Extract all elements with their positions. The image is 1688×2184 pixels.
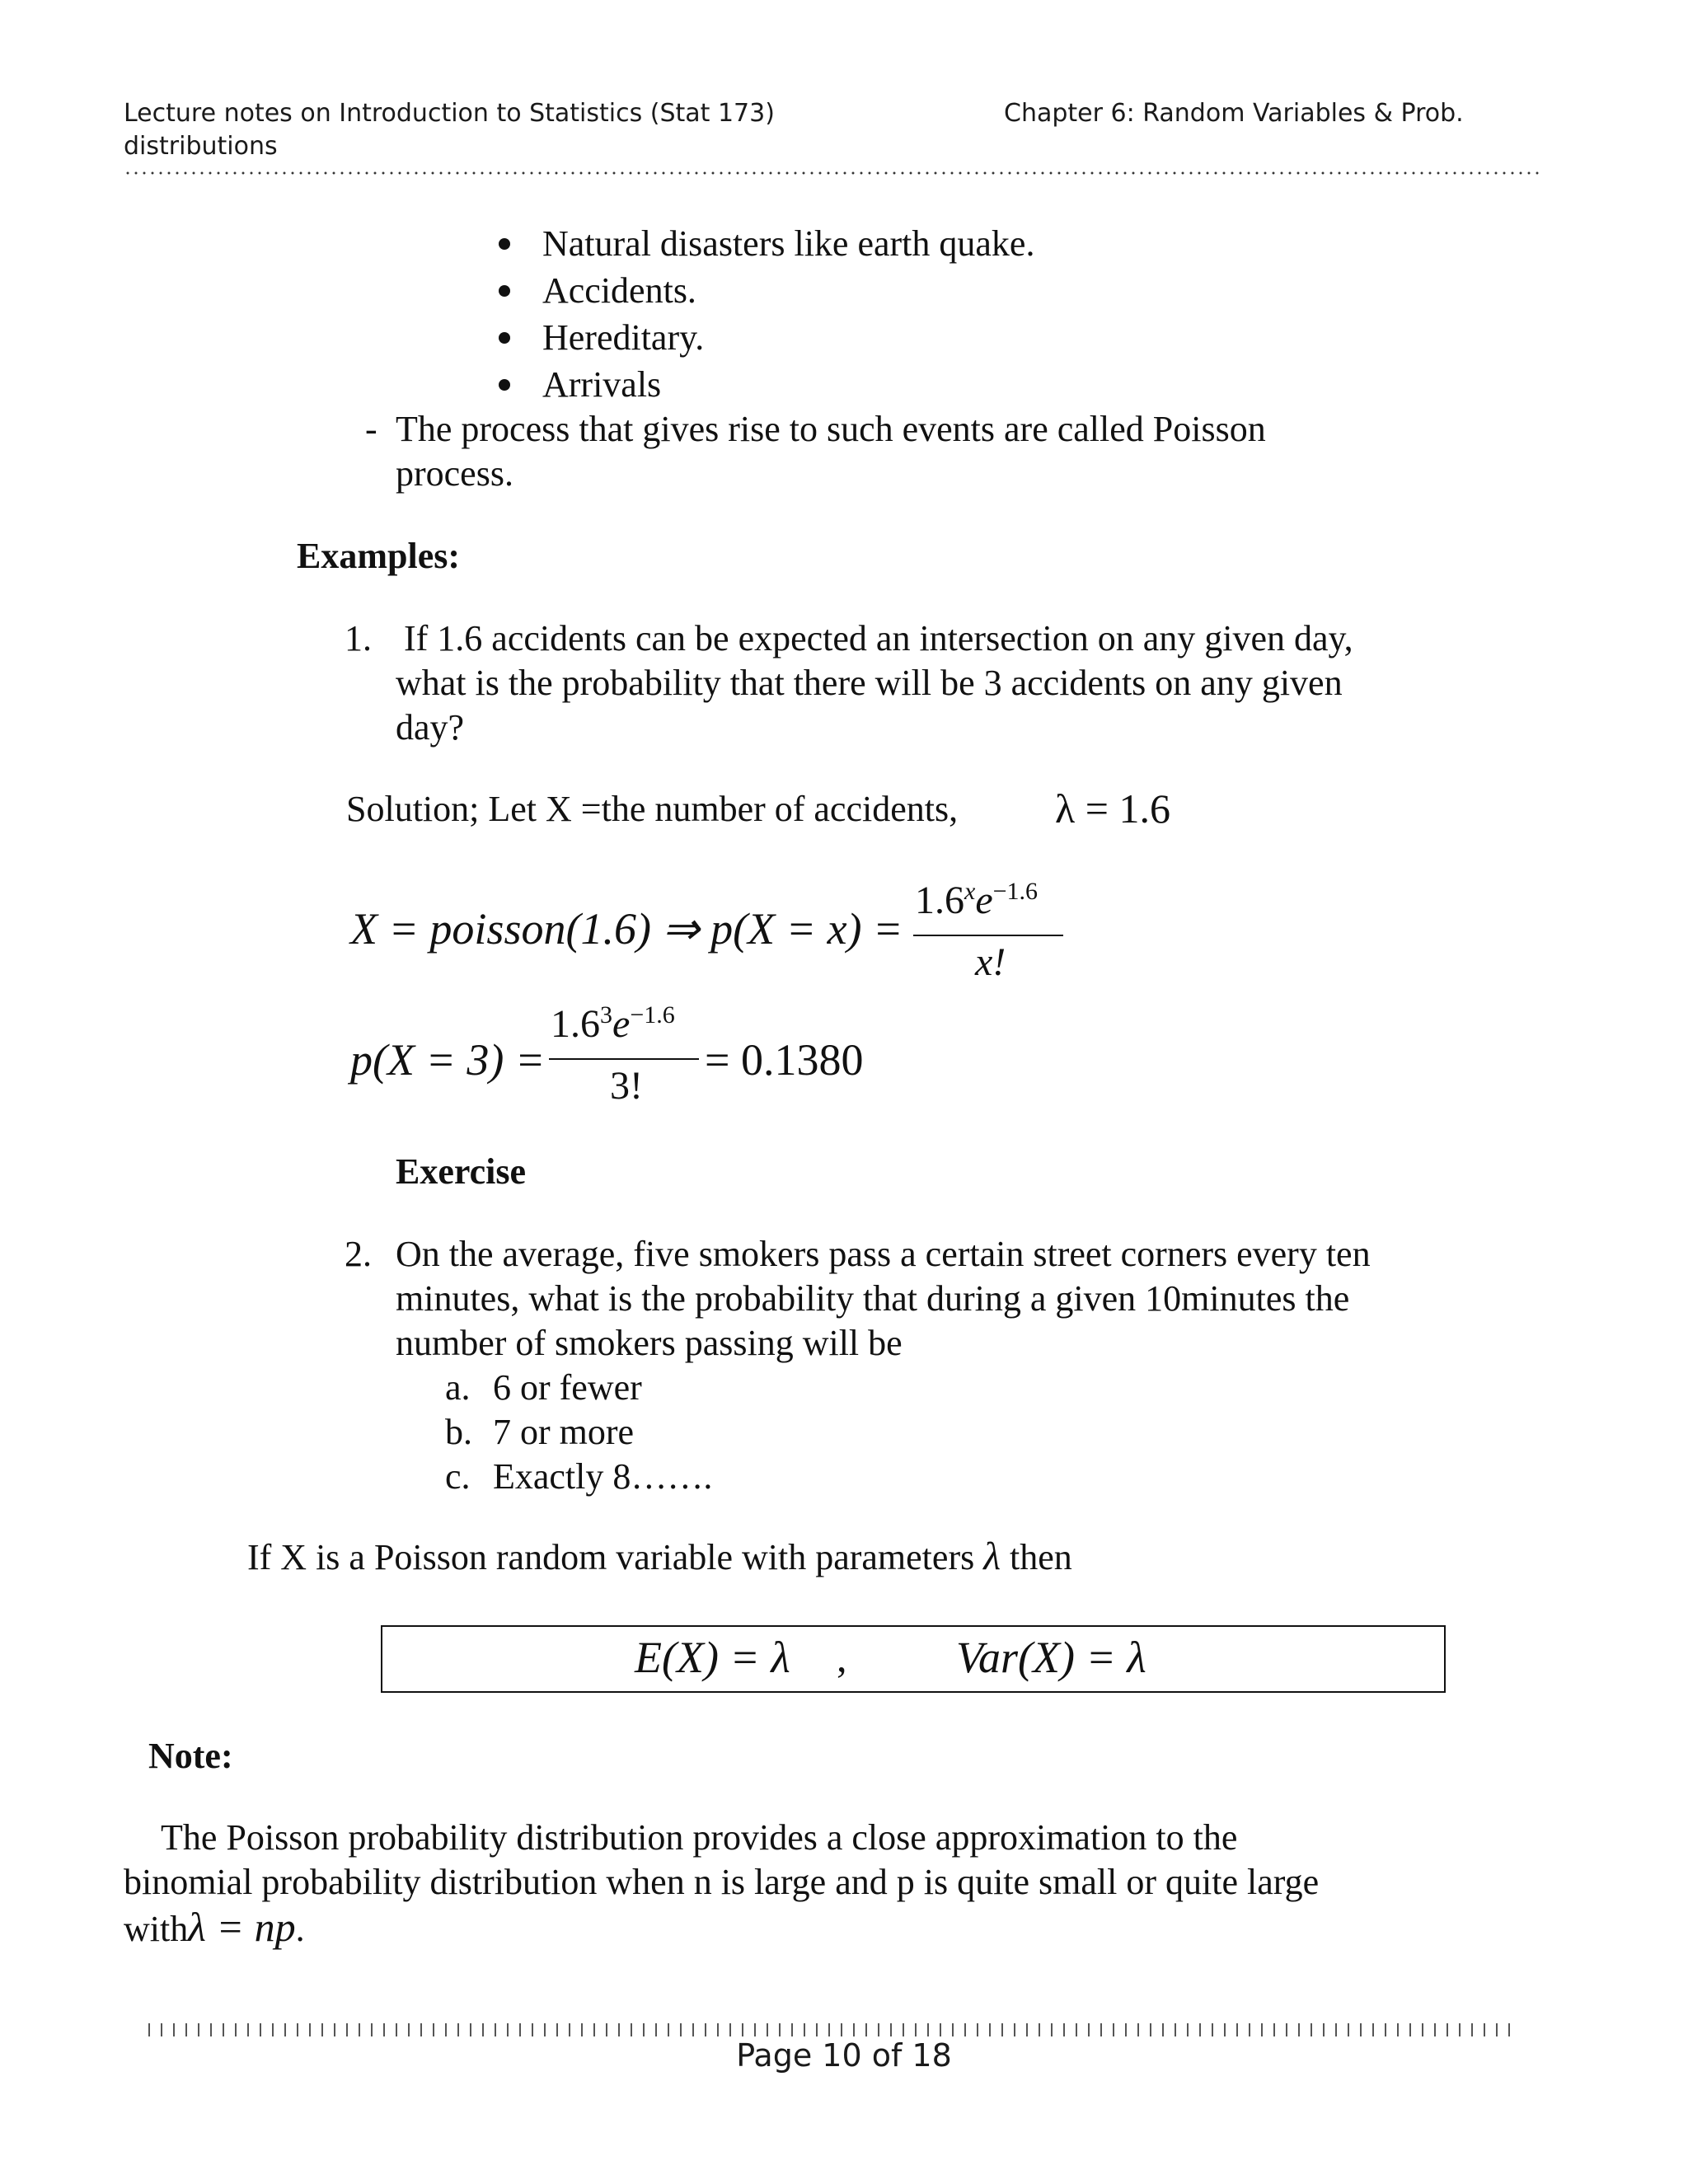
lambda-value: λ = 1.6 <box>1055 785 1170 832</box>
exercise-part-label: b. <box>445 1412 472 1452</box>
dash-item-line: process. <box>396 453 513 494</box>
solution-text: Solution; Let X =the number of accidents, <box>346 789 959 829</box>
header-course-title: Lecture notes on Introduction to Statistics (Stat 173) <box>124 99 775 128</box>
dash-item-line: The process that gives rise to such events are called Poisson <box>396 409 1266 449</box>
numerator-exponent-3: 3 <box>600 1001 612 1029</box>
exercise-text: number of smokers passing will be <box>396 1323 903 1363</box>
exercise-part-label: a. <box>445 1367 471 1408</box>
header-chapter-title: Chapter 6: Random Variables & Prob. <box>1004 99 1464 128</box>
poisson-statement <box>247 1535 1072 1580</box>
lambda-symbol: λ <box>983 1535 1001 1578</box>
lambda-np-formula: λ = np <box>188 1904 296 1950</box>
note-text: binomial probability distribution when n is large and p is quite small or quite large <box>124 1862 1320 1902</box>
exercise-number: 2. <box>345 1234 372 1274</box>
poisson-statement-text: If X is a Poisson random variable with parameters <box>247 1537 975 1577</box>
note-heading: Note: <box>148 1736 233 1776</box>
note-text-final <box>124 1905 305 1952</box>
pmf-exponent-lambda: −1.6 <box>992 878 1039 905</box>
examples-heading: Examples: <box>297 536 460 576</box>
pmf-e: e <box>975 879 993 922</box>
numerator-exponent-lambda: −1.6 <box>630 1001 675 1029</box>
header-divider <box>124 171 1541 175</box>
numerator-base: 1.6 <box>551 1002 600 1046</box>
bullet-item: Hereditary. <box>542 317 705 358</box>
exercise-part-text: Exactly 8……. <box>493 1456 713 1497</box>
example-text: what is the probability that there will be 3 accidents on any given <box>396 663 1343 703</box>
note-with: with <box>124 1909 189 1949</box>
pmf-base: 1.6 <box>915 879 964 922</box>
note-period: . <box>295 1909 305 1949</box>
bullet-dot <box>499 285 510 297</box>
exercise-heading: Exercise <box>396 1151 527 1192</box>
example-text: day? <box>396 707 465 748</box>
probability-three-numerator <box>551 1001 675 1047</box>
exercise-part-label: c. <box>445 1456 471 1497</box>
bullet-item: Arrivals <box>542 364 662 405</box>
exercise-part-text: 6 or fewer <box>493 1367 642 1408</box>
fraction-bar <box>549 1058 699 1060</box>
bullet-dot <box>499 238 510 250</box>
bullet-item: Accidents. <box>542 270 696 311</box>
pmf-exponent-x: x <box>964 878 976 905</box>
bullet-dot <box>499 332 510 344</box>
dash-marker: - <box>365 409 377 449</box>
poisson-equation-left: X = poisson(1.6) ⇒ p(X = x) = <box>350 904 903 954</box>
fraction-bar <box>913 935 1063 936</box>
page-number: Page 10 of 18 <box>736 2037 952 2074</box>
poisson-pmf-numerator <box>915 878 1038 923</box>
expectation-formula: E(X) = λ <box>635 1633 790 1682</box>
probability-three-left: p(X = 3) = <box>350 1035 546 1085</box>
mean-variance-box <box>381 1625 1446 1693</box>
formula-comma: , <box>837 1634 847 1680</box>
exercise-part-text: 7 or more <box>493 1412 635 1452</box>
variance-formula: Var(X) = λ <box>956 1633 1146 1682</box>
example-number: 1. <box>345 618 372 658</box>
probability-three-result: = 0.1380 <box>705 1035 864 1085</box>
numerator-e: e <box>612 1002 631 1046</box>
example-text: If 1.6 accidents can be expected an intersection on any given day, <box>404 618 1353 658</box>
exercise-text: On the average, five smokers pass a certain street corners every ten <box>396 1234 1371 1274</box>
note-text: The Poisson probability distribution provides a close approximation to the <box>161 1817 1238 1858</box>
footer-divider <box>148 2023 1517 2036</box>
poisson-statement-then: then <box>1010 1537 1072 1577</box>
probability-three-denominator: 3! <box>610 1064 643 1108</box>
header-course-title-continued: distributions <box>124 132 278 161</box>
exercise-text: minutes, what is the probability that during a given 10minutes the <box>396 1278 1350 1319</box>
bullet-item: Natural disasters like earth quake. <box>542 223 1035 264</box>
poisson-pmf-denominator: x! <box>975 940 1006 984</box>
bullet-dot <box>499 379 510 391</box>
